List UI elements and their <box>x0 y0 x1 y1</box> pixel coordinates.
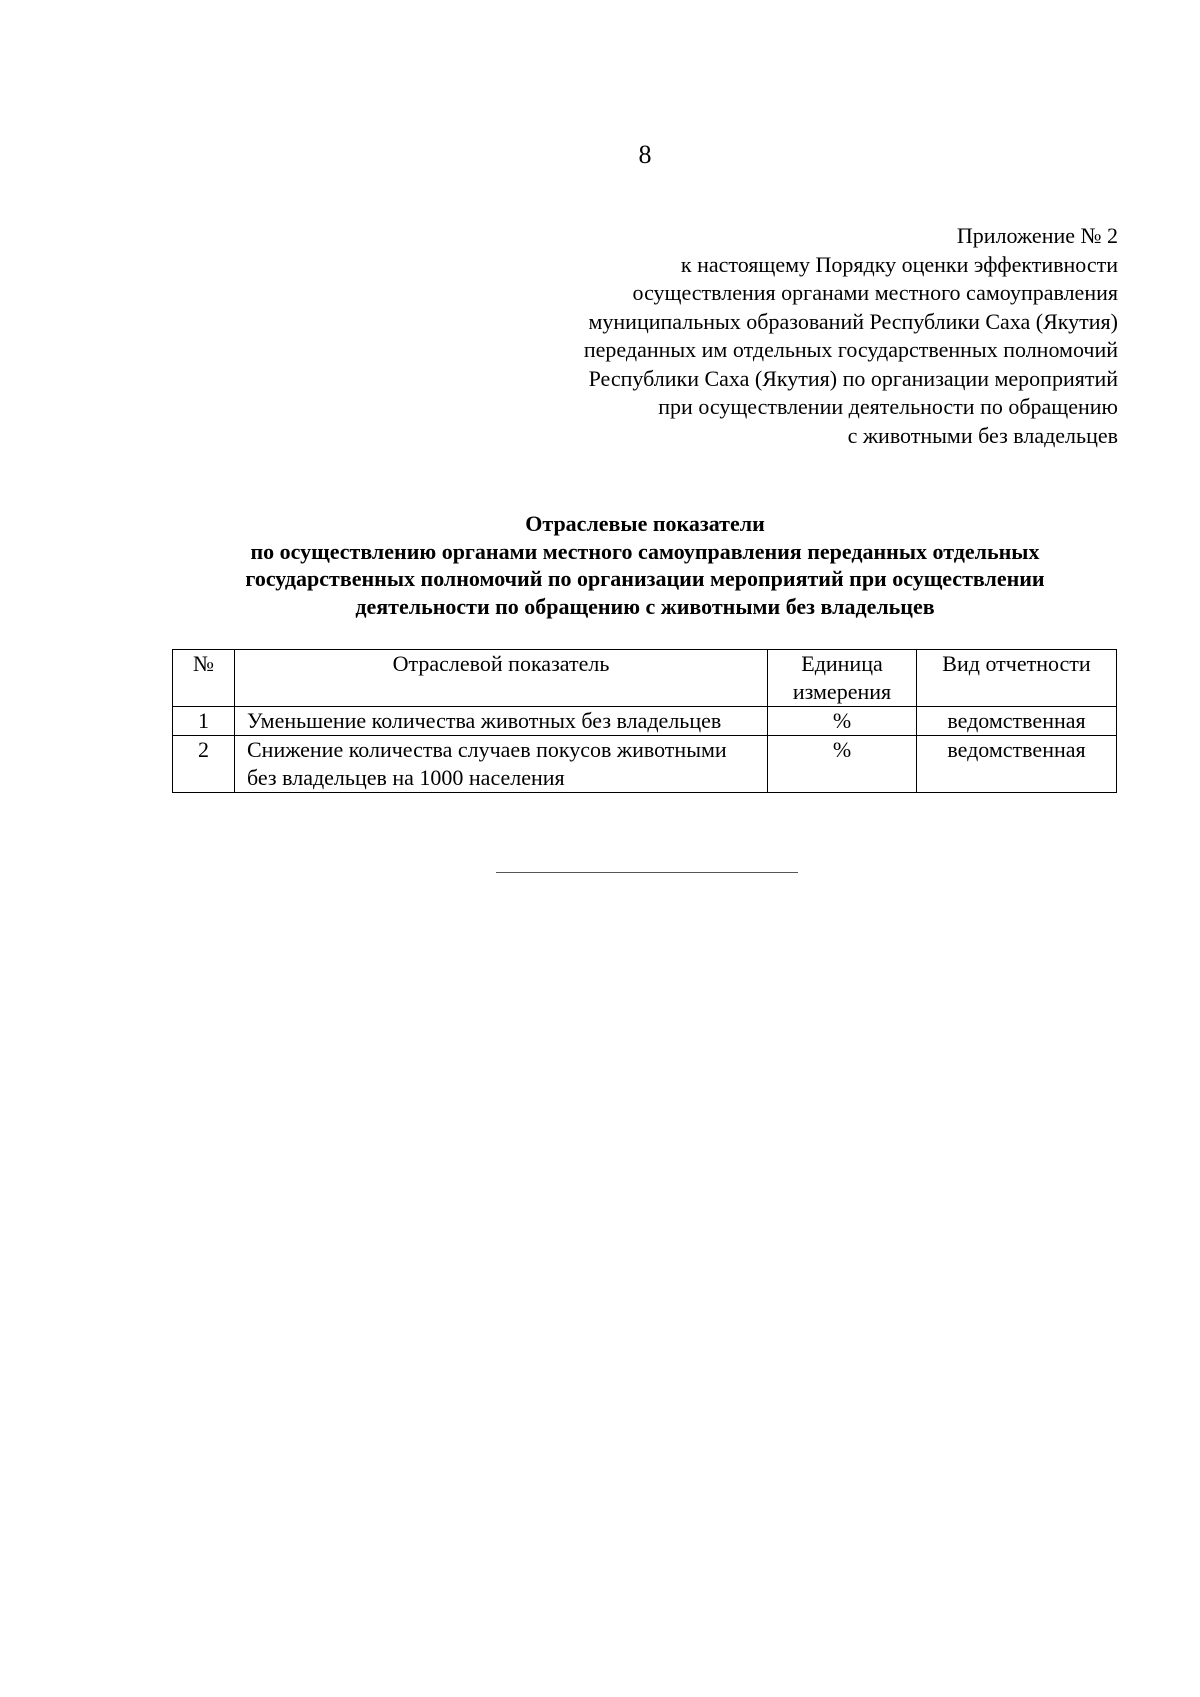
header-number: № <box>173 650 235 707</box>
appendix-line: при осуществлении деятельности по обращению <box>658 394 1118 419</box>
cell-report-type: ведомственная <box>917 736 1117 793</box>
table-row <box>173 736 1117 793</box>
header-report-type: Вид отчетности <box>917 650 1117 707</box>
table-row <box>173 707 1117 736</box>
appendix-line: Приложение № 2 <box>956 223 1118 248</box>
title-line: по осуществлению органами местного самоуправления переданных отдельных <box>250 538 1040 564</box>
appendix-line: муниципальных образований Республики Саха (Якутия) <box>588 308 1118 334</box>
appendix-line: с животными без владельцев <box>847 422 1118 448</box>
indicators-table <box>172 649 1117 793</box>
header-unit: Единица измерения <box>768 650 917 707</box>
appendix-line: осуществления органами местного самоуправления <box>632 280 1118 305</box>
table-header-row <box>173 650 1117 707</box>
closing-divider <box>496 872 798 873</box>
cell-unit: % <box>768 707 917 736</box>
title-line: государственных полномочий по организации мероприятий при осуществлении <box>245 566 1045 591</box>
cell-indicator: Уменьшение количества животных без владельцев <box>235 707 768 736</box>
document-title <box>160 510 1130 620</box>
cell-unit: % <box>768 736 917 793</box>
cell-indicator: Снижение количества случаев покусов животными без владельцев на 1000 населения <box>235 736 768 793</box>
appendix-line: к настоящему Порядку оценки эффективности <box>680 251 1118 277</box>
title-line: деятельности по обращению с животными без владельцев <box>355 593 935 619</box>
appendix-line: Республики Саха (Якутия) по организации мероприятий <box>588 365 1118 391</box>
title-line: Отраслевые показатели <box>525 511 765 536</box>
cell-number: 2 <box>173 736 235 793</box>
cell-number: 1 <box>173 707 235 736</box>
appendix-block <box>418 222 1118 450</box>
cell-report-type: ведомственная <box>917 707 1117 736</box>
appendix-line: переданных им отдельных государственных полномочий <box>583 337 1118 362</box>
page-number: 8 <box>638 140 652 169</box>
header-indicator: Отраслевой показатель <box>235 650 768 707</box>
